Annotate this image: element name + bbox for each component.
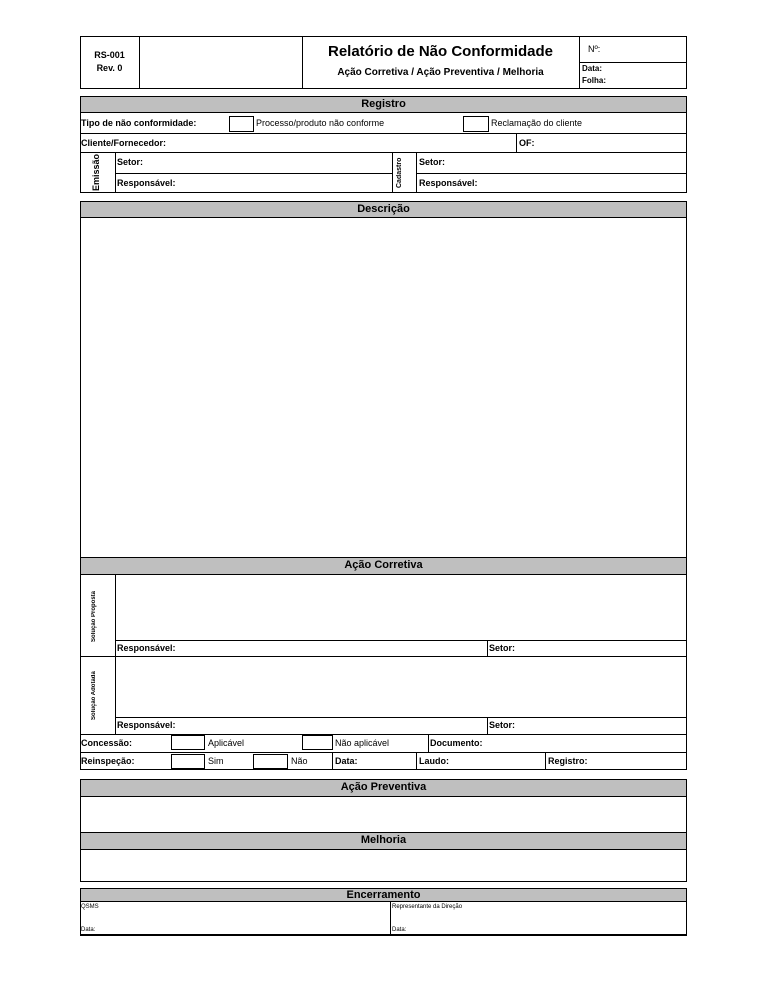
number-field[interactable]: Nº:	[588, 44, 601, 54]
sim-label: Sim	[208, 756, 224, 766]
page-title: Relatório de Não Conformidade	[327, 43, 554, 60]
qsms-signature-field[interactable]: QSMS	[81, 904, 99, 910]
emissao-label: Emissão	[91, 153, 101, 192]
header-divider	[139, 36, 140, 89]
col-divider	[428, 734, 429, 752]
descricao-textarea[interactable]	[80, 217, 687, 558]
laudo-field[interactable]: Laudo:	[419, 756, 449, 766]
qsms-date-field[interactable]: Data:	[81, 927, 96, 933]
col-divider	[416, 752, 417, 770]
proposta-responsavel-field[interactable]: Responsável:	[117, 643, 176, 653]
registro-section-title: Registro	[80, 96, 687, 113]
reinspecao-data-field[interactable]: Data:	[335, 756, 358, 766]
solucao-proposta-label: Solução Proposta	[91, 590, 97, 642]
nonconformity-type-label: Tipo de não conformidade:	[81, 118, 197, 128]
descricao-section-title: Descrição	[80, 201, 687, 218]
proposta-setor-field[interactable]: Setor:	[489, 643, 516, 653]
process-checkbox[interactable]	[229, 116, 254, 132]
cadastro-responsavel-field[interactable]: Responsável:	[419, 178, 478, 188]
row-divider	[115, 173, 392, 174]
claim-option-label: Reclamação do cliente	[491, 118, 583, 128]
nao-aplicavel-checkbox[interactable]	[302, 735, 333, 750]
row-divider	[80, 133, 687, 134]
reinspecao-label: Reinspeção:	[81, 756, 135, 766]
acao-corretiva-section-title: Ação Corretiva	[80, 557, 687, 575]
nao-checkbox[interactable]	[253, 754, 288, 769]
cadastro-label: Cadastro	[396, 157, 403, 188]
emissao-responsavel-field[interactable]: Responsável:	[117, 178, 176, 188]
page-subtitle: Ação Corretiva / Ação Preventiva / Melhoria	[337, 67, 544, 78]
emissao-setor-field[interactable]: Setor:	[117, 157, 144, 167]
sheet-field[interactable]: Folha:	[582, 76, 606, 85]
col-divider	[332, 752, 333, 770]
client-supplier-field[interactable]: Cliente/Fornecedor:	[81, 138, 167, 148]
header-divider	[579, 62, 687, 63]
representante-date-field[interactable]: Data:	[392, 927, 407, 933]
concessao-label: Concessão:	[81, 738, 133, 748]
aplicavel-checkbox[interactable]	[171, 735, 205, 750]
row-divider	[416, 173, 687, 174]
solucao-proposta-textarea[interactable]	[116, 575, 686, 640]
col-divider	[487, 717, 488, 734]
form-code: RS-001	[94, 50, 125, 60]
nao-aplicavel-label: Não aplicável	[335, 738, 390, 748]
claim-checkbox[interactable]	[463, 116, 489, 132]
adotada-setor-field[interactable]: Setor:	[489, 720, 516, 730]
col-divider	[392, 152, 393, 193]
row-divider	[115, 640, 687, 641]
process-option-label: Processo/produto não conforme	[256, 118, 385, 128]
solucao-adotada-label: Solução Adotada	[91, 671, 97, 721]
encerramento-section-title: Encerramento	[80, 888, 687, 902]
melhoria-textarea[interactable]	[80, 849, 687, 882]
representante-signature-field[interactable]: Representante da Direção	[392, 904, 463, 910]
sim-checkbox[interactable]	[171, 754, 205, 769]
nao-label: Não	[291, 756, 308, 766]
cadastro-setor-field[interactable]: Setor:	[419, 157, 446, 167]
acao-preventiva-section-title: Ação Preventiva	[80, 779, 687, 797]
row-divider	[80, 752, 687, 753]
date-field[interactable]: Data:	[582, 64, 603, 73]
adotada-responsavel-field[interactable]: Responsável:	[117, 720, 176, 730]
solucao-adotada-textarea[interactable]	[116, 657, 686, 717]
acao-preventiva-textarea[interactable]	[80, 796, 687, 833]
row-divider	[80, 152, 687, 153]
col-divider	[545, 752, 546, 770]
col-divider	[516, 133, 517, 152]
col-divider	[390, 901, 391, 936]
encerramento-section	[80, 901, 687, 936]
row-divider	[115, 717, 687, 718]
col-divider	[487, 640, 488, 656]
col-divider	[115, 152, 116, 193]
aplicavel-label: Aplicável	[208, 738, 245, 748]
registro-field[interactable]: Registro:	[548, 756, 588, 766]
melhoria-section-title: Melhoria	[80, 832, 687, 850]
documento-field[interactable]: Documento:	[430, 738, 483, 748]
form-revision: Rev. 0	[96, 63, 123, 73]
col-divider	[416, 152, 417, 193]
of-field[interactable]: OF:	[519, 138, 535, 148]
